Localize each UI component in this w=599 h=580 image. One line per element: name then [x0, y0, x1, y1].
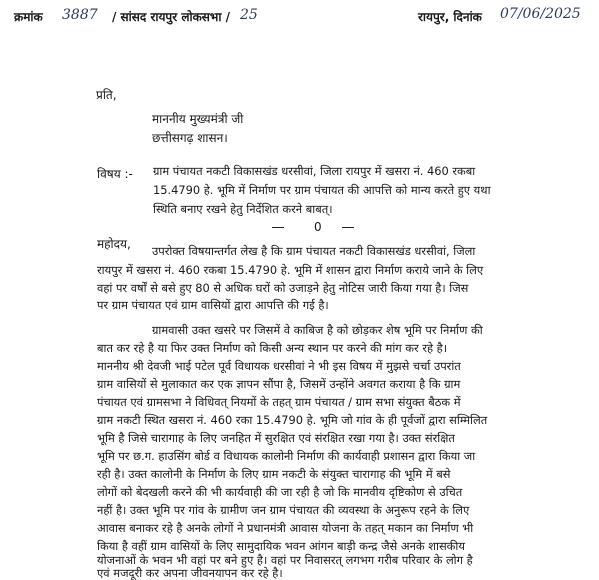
subject-line: स्थिति बनाए रखने हेतु निर्देशित करने बाबत्।	[153, 202, 333, 216]
body-line: योजनाओं के भवन भी वहां पर बने हुए है। वहां पर निवासरत् लगभग गरीब परिवार के लोग है	[97, 553, 473, 567]
reference-number-label: क्रमांक	[14, 10, 43, 24]
body-line: पर ग्राम पंचायत एवं ग्राम वासियों द्वारा आपत्ति की गई है।	[97, 298, 329, 312]
subject-line: ग्राम पंचायत नकटी विकासखंड धरसीवां, जिला रायपुर में खसरा नं. 460 रकबा	[153, 164, 476, 178]
separator-dash-left	[272, 227, 284, 228]
subject-line: 15.4790 हे. भूमि में निर्माण पर ग्राम पंचायत की आपत्ति को मान्य करते हुए यथा	[153, 183, 491, 197]
body-line: लोगों को बेदखली करने की भी कार्यवाही की जा रही है जो कि मानवीय दृष्टिकोण से उचित	[97, 485, 463, 499]
body-line: रही है। उक्त कालोनी के निर्माण के लिए ग्राम नकटी के संयुक्त चारागाह की भूमि में बसे	[97, 467, 451, 481]
place-date-label: रायपुर, दिनांक	[418, 10, 482, 24]
letter-date: 07/06/2025	[500, 6, 581, 22]
separator-zero: 0	[314, 220, 322, 234]
office-name: / सांसद रायपुर लोकसभा /	[112, 10, 230, 24]
subject-label: विषय :-	[97, 167, 133, 181]
body-line: उपरोक्त विषयान्तर्गत लेख है कि ग्राम पंचायत नकटी विकासखंड धरसीवां, जिला	[152, 244, 476, 258]
salutation: महोदय,	[97, 237, 131, 251]
prati-label: प्रति,	[96, 88, 117, 102]
body-line: माननीय श्री देवजी भाई पटेल पूर्व विधायक धरसीवां ने भी इस विषय में मुझसे चर्चा उपरांत	[97, 359, 461, 373]
separator-dash-right	[342, 227, 354, 228]
body-line: ग्राम नकटी स्थित खसरा नं. 460 रका 15.4790 हे. भूमि जो गांव के ही पूर्वजों द्वारा सम्मिलित	[97, 413, 488, 427]
body-line: रायपुर में खसरा नं. 460 रकबा 15.4790 हे. भूमि में शासन द्वारा निर्माण कराये जाने के लिए	[97, 263, 484, 277]
body-line: पंचायत एवं ग्रामसभा ने विधिवत् नियमों के तहत् ग्राम पंचायत / ग्राम सभा संयुक्त बैठक में	[97, 395, 461, 409]
body-line: भूमि है जिसे चारागाह के लिए जनहित में सुरक्षित एवं संरक्षित रखा गया है। उक्त संरक्षित	[97, 431, 455, 445]
body-line: आवास बनाकर रहे है अनके लोगों ने प्रधानमंत्री आवास योजना के तहत् मकान का निर्माण भी	[97, 521, 474, 535]
body-line: ग्राम वासियों से मुलाकात कर एक ज्ञापन सौंपा है, जिसमें उन्होंने अवगत कराया है कि ग्राम	[97, 377, 461, 391]
body-line: भूमि पर छ.ग. हाउसिंग बोर्ड व विधायक कालोनी निर्माण की कार्यवाही प्रशासन द्वारा किया जा	[97, 449, 476, 463]
body-line: किया है वहीं ग्राम वासियों के लिए सामुदायिक भवन आंगन बाड़ी कन्द्र जैसे अनके शासकीय	[97, 539, 465, 553]
addressee-line-2: छत्तीसगढ़ शासन।	[152, 131, 228, 145]
reference-number: 3887	[62, 7, 98, 23]
body-line: एवं मजदूरी कर अपना जीवनयापन कर रहे है।	[97, 566, 283, 580]
office-number: 25	[240, 7, 258, 23]
addressee-line-1: माननीय मुख्यमंत्री जी	[152, 112, 244, 126]
body-line: ग्रामवासी उक्त खसरे पर जिसमें वे काबिज है को छोड़कर शेष भूमि पर निर्माण की	[152, 323, 483, 337]
body-line: वहां पर वर्षों से बसे हुए 80 से अधिक घरों को उजाड़ने हेतु नोटिस जारी किया गया है। जिस	[97, 281, 469, 295]
body-line: बात कर रहे है या फिर उक्त निर्माण को किसी अन्य स्थान पर करने की मांग कर रहे है।	[97, 341, 448, 355]
body-line: नहीं है। उक्त भूमि पर गांव के ग्रामीण जन ग्राम पंचायत की व्यवस्था के अनुरूप रहने के लिए	[97, 503, 470, 517]
